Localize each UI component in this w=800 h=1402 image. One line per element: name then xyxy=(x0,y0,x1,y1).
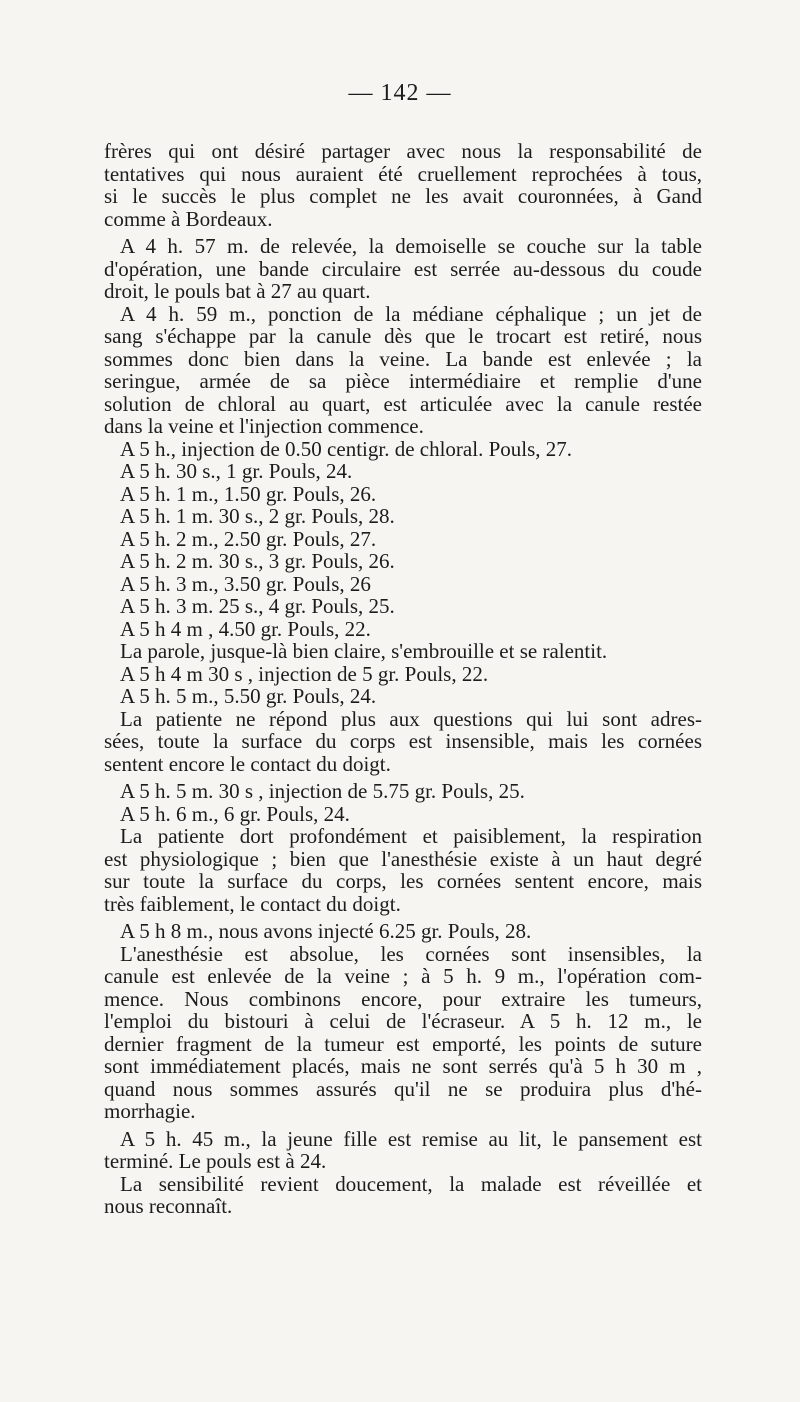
text-line: A 5 h. 1 m. 30 s., 2 gr. Pouls, 28. xyxy=(120,504,395,528)
text-line: A 5 h. 6 m., 6 gr. Pouls, 24. xyxy=(120,801,350,826)
paragraph xyxy=(104,803,702,826)
text-line: seringue, armée de sa pièce intermédiaire et remplie d'une xyxy=(104,369,702,393)
text-line: sont immédiatement placés, mais ne sont serrés qu'à 5 h 30 m , xyxy=(104,1054,702,1078)
paragraph xyxy=(104,460,702,483)
text-line: La patiente ne répond plus aux questions qui lui sont adres- xyxy=(120,706,702,731)
text-line: A 5 h 4 m 30 s , injection de 5 gr. Pouls, 22. xyxy=(120,661,489,686)
text-line: droit, le pouls bat à 27 au quart. xyxy=(104,279,371,303)
paragraph xyxy=(104,663,702,686)
paragraph xyxy=(104,825,702,915)
paragraph xyxy=(104,1128,702,1173)
text-line: terminé. Le pouls est à 24. xyxy=(104,1149,327,1173)
paragraph xyxy=(104,505,702,528)
paragraph xyxy=(104,595,702,618)
text-line: A 5 h. 2 m., 2.50 gr. Pouls, 27. xyxy=(120,526,377,551)
page-number: — 142 — xyxy=(348,80,452,106)
text-line: L'anesthésie est absolue, les cornées sont insensibles, la xyxy=(120,941,702,966)
paragraph xyxy=(104,483,702,506)
text-line: A 5 h. 5 m. 30 s , injection de 5.75 gr. Pouls, 25. xyxy=(120,779,525,803)
text-line: A 5 h. 5 m., 5.50 gr. Pouls, 24. xyxy=(120,684,377,708)
text-line: sang s'échappe par la canule dès que le trocart est retiré, nous xyxy=(104,324,702,348)
paragraph xyxy=(104,573,702,596)
text-line: sées, toute la surface du corps est insensible, mais les cornées xyxy=(104,729,702,753)
text-line: A 4 h. 57 m. de relevée, la demoiselle se couche sur la table xyxy=(120,234,702,258)
text-line: La sensibilité revient doucement, la malade est réveillée et xyxy=(120,1171,702,1196)
text-line: comme à Bordeaux. xyxy=(104,206,273,231)
paragraph xyxy=(104,780,702,803)
text-line: si le succès le plus complet ne les avait couronnées, à Gand xyxy=(104,184,702,208)
text-line: morrhagie. xyxy=(104,1099,196,1123)
text-line: sentent encore le contact du doigt. xyxy=(104,751,391,776)
text-line: La parole, jusque-là bien claire, s'embrouille et se ralentit. xyxy=(120,639,608,663)
text-line: sommes donc bien dans la veine. La bande est enlevée ; la xyxy=(104,346,702,371)
text-line: l'emploi du bistouri à celui de l'écraseur. A 5 h. 12 m., le xyxy=(104,1009,702,1033)
text-line: sur toute la surface du corps, les cornées sentent encore, mais xyxy=(104,869,702,893)
paragraph xyxy=(104,920,702,943)
text-line: quand nous sommes assurés qu'il ne se produira plus d'hé- xyxy=(104,1076,702,1101)
text-line: A 5 h. 3 m. 25 s., 4 gr. Pouls, 25. xyxy=(120,594,395,618)
text-line: A 5 h. 45 m., la jeune fille est remise au lit, le pansement est xyxy=(120,1126,702,1151)
paragraph xyxy=(104,640,702,663)
text-line: A 5 h 8 m., nous avons injecté 6.25 gr. Pouls, 28. xyxy=(120,919,532,943)
paragraph xyxy=(104,550,702,573)
paragraph xyxy=(104,140,702,230)
text-line: dans la veine et l'injection commence. xyxy=(104,414,424,438)
text-line: canule est enlevée de la veine ; à 5 h. 9 m., l'opération com- xyxy=(104,964,702,988)
text-line: La patiente dort profondément et paisiblement, la respiration xyxy=(120,824,702,848)
paragraph xyxy=(104,943,702,1123)
paragraph xyxy=(104,1173,702,1218)
text-line: A 5 h., injection de 0.50 centigr. de chloral. Pouls, 27. xyxy=(120,436,573,461)
text-line: A 5 h. 30 s., 1 gr. Pouls, 24. xyxy=(120,459,353,483)
text-line: très faiblement, le contact du doigt. xyxy=(104,891,401,916)
text-line: dernier fragment de la tumeur est emporté, les points de suture xyxy=(104,1031,702,1056)
text-line: A 5 h. 3 m., 3.50 gr. Pouls, 26 xyxy=(120,571,371,596)
text-line: mence. Nous combinons encore, pour extraire les tumeurs, xyxy=(104,986,702,1011)
text-line: A 5 h. 1 m., 1.50 gr. Pouls, 26. xyxy=(120,481,377,506)
text-line: solution de chloral au quart, est articulée avec la canule restée xyxy=(104,391,702,416)
text-line: d'opération, une bande circulaire est serrée au-dessous du coude xyxy=(104,256,702,281)
paragraph xyxy=(104,528,702,551)
paragraph xyxy=(104,303,702,438)
text-line: frères qui ont désiré partager avec nous la responsabilité de xyxy=(104,139,702,163)
paragraph xyxy=(104,438,702,461)
paragraph xyxy=(104,618,702,641)
text-line: tentatives qui nous auraient été cruellement reprochées à tous, xyxy=(104,161,702,186)
text-line: est physiologique ; bien que l'anesthésie existe à un haut degré xyxy=(104,846,702,871)
text-line: A 4 h. 59 m., ponction de la médiane céphalique ; un jet de xyxy=(120,301,702,326)
paragraph xyxy=(104,235,702,303)
paragraph xyxy=(104,708,702,776)
text-line: A 5 h. 2 m. 30 s., 3 gr. Pouls, 26. xyxy=(120,549,395,573)
paragraph xyxy=(104,685,702,708)
body-text xyxy=(104,140,702,1218)
text-line: nous reconnaît. xyxy=(104,1194,233,1218)
text-line: A 5 h 4 m , 4.50 gr. Pouls, 22. xyxy=(120,616,371,641)
